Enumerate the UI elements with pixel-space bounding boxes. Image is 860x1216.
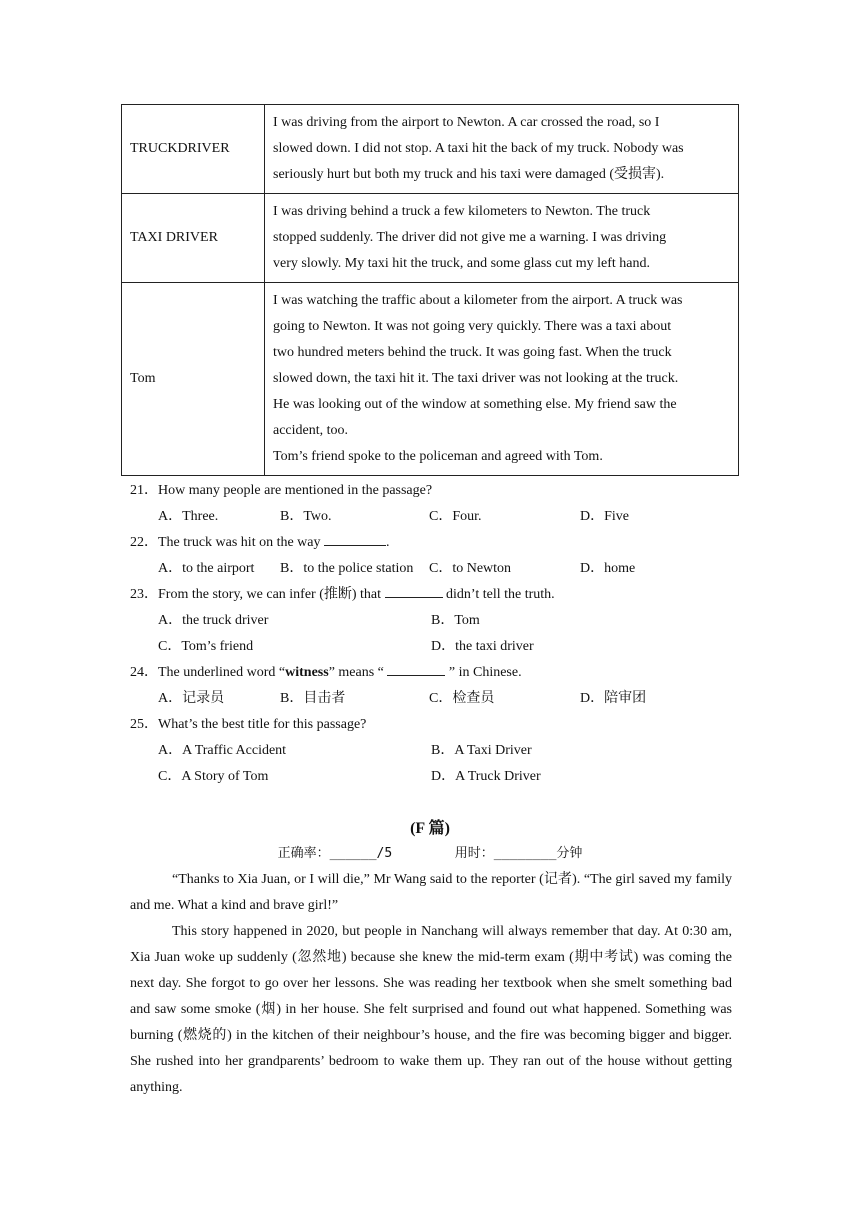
statement-cell (265, 194, 739, 283)
question-stem-text: 22．The truck was hit on the way (130, 535, 325, 550)
statement-line: two hundred meters behind the truck. It was going fast. When the truck (273, 345, 672, 360)
question-25-option-c[interactable]: C．A Story of Tom (158, 769, 269, 784)
section-title: (F 篇) (410, 820, 450, 837)
answer-blank (387, 660, 445, 676)
question-24-option-c[interactable]: C．检查员 (429, 691, 495, 706)
question-22-option-a[interactable]: A．to the airport (158, 561, 255, 576)
question-23-option-a[interactable]: A．the truck driver (158, 613, 269, 628)
question-22-option-c[interactable]: C．to Newton (429, 561, 512, 576)
statement-line: I was watching the traffic about a kilometer from the airport. A truck was (273, 293, 683, 308)
statement-line: going to Newton. It was not going very quickly. There was a taxi about (273, 319, 672, 334)
question-21-option-c[interactable]: C．Four. (429, 509, 482, 524)
table-row (122, 283, 739, 476)
question-24-stem (130, 660, 522, 686)
question-24-option-a[interactable]: A．记录员 (158, 691, 225, 706)
statement-line: very slowly. My taxi hit the truck, and some glass cut my left hand. (273, 256, 651, 271)
statement-line: stopped suddenly. The driver did not give me a warning. I was driving (273, 230, 667, 245)
question-24-option-b[interactable]: B．目击者 (280, 691, 346, 706)
question-23-option-d[interactable]: D．the taxi driver (431, 639, 534, 654)
passage-paragraph: “Thanks to Xia Juan, or I will die,” Mr Wang said to the reporter (记者). “The girl saved my family and me. What a kind and brave girl!” (130, 872, 732, 913)
question-21-option-d[interactable]: D．Five (580, 509, 629, 524)
question-stem-text: ” in Chinese. (445, 665, 522, 680)
question-25-option-a[interactable]: A．A Traffic Accident (158, 743, 287, 758)
score-time-line: 正确率：______/5 用时：________分钟 (277, 846, 583, 861)
passage-paragraph: This story happened in 2020, but people in Nanchang will always remember that day. At 0:30 am, Xia Juan woke up suddenly (忽然地) because she knew the mid-term exam (期中考试) was coming the next day. She forgot to go over her lessons. She was reading her textbook when she smelt something bad and saw some smoke (烟) in her house. She felt surprised and found out what happened. Something was burning (燃烧的) in the kitchen of their neighbour’s house, and the fire was becoming bigger and bigger. She rushed into her grandparents’ bedroom to wake them up. They ran out of the house without getting anything. (130, 924, 732, 1095)
question-25-stem: 25．What’s the best title for this passage? (130, 717, 367, 732)
table-row (122, 105, 739, 194)
speaker-cell: Tom (122, 283, 265, 476)
question-22-option-b[interactable]: B．to the police station (280, 561, 414, 576)
question-22-stem (130, 530, 390, 556)
testimony-table (121, 104, 739, 476)
statement-line: I was driving from the airport to Newton. A car crossed the road, so I (273, 115, 660, 130)
reading-passage (130, 867, 732, 1101)
statement-line: Tom’s friend spoke to the policeman and agreed with Tom. (273, 449, 603, 464)
question-stem-text: 23．From the story, we can infer (推断) that (130, 587, 385, 602)
question-21-stem: 21．How many people are mentioned in the passage? (130, 483, 433, 498)
question-stem-text: ” means “ (328, 665, 388, 680)
question-stem-text: didn’t tell the truth. (442, 587, 555, 602)
question-stem-text: . (386, 535, 390, 550)
speaker-cell: TAXI DRIVER (122, 194, 265, 283)
statement-cell (265, 283, 739, 476)
statement-line: seriously hurt but both my truck and his taxi were damaged (受损害). (273, 167, 665, 182)
question-25-option-d[interactable]: D．A Truck Driver (431, 769, 541, 784)
question-21-option-b[interactable]: B．Two. (280, 509, 332, 524)
answer-blank (324, 530, 386, 546)
statement-line: He was looking out of the window at something else. My friend saw the (273, 397, 677, 412)
answer-blank (385, 582, 443, 598)
statement-cell (265, 105, 739, 194)
question-23-option-c[interactable]: C．Tom’s friend (158, 639, 254, 654)
statement-line: slowed down. I did not stop. A taxi hit the back of my truck. Nobody was (273, 141, 684, 156)
question-25-option-b[interactable]: B．A Taxi Driver (431, 743, 532, 758)
question-24-option-d[interactable]: D．陪审团 (580, 691, 647, 706)
question-stem-text: 24．The underlined word “ (130, 665, 286, 680)
underlined-word: witness (285, 665, 329, 680)
question-22-option-d[interactable]: D．home (580, 561, 636, 576)
question-23-option-b[interactable]: B．Tom (431, 613, 480, 628)
statement-line: accident, too. (273, 423, 349, 438)
question-21-option-a[interactable]: A．Three. (158, 509, 219, 524)
question-23-stem (130, 582, 555, 608)
statement-line: I was driving behind a truck a few kilometers to Newton. The truck (273, 204, 651, 219)
speaker-cell: TRUCKDRIVER (122, 105, 265, 194)
statement-line: slowed down, the taxi hit it. The taxi driver was not looking at the truck. (273, 371, 679, 386)
table-row (122, 194, 739, 283)
